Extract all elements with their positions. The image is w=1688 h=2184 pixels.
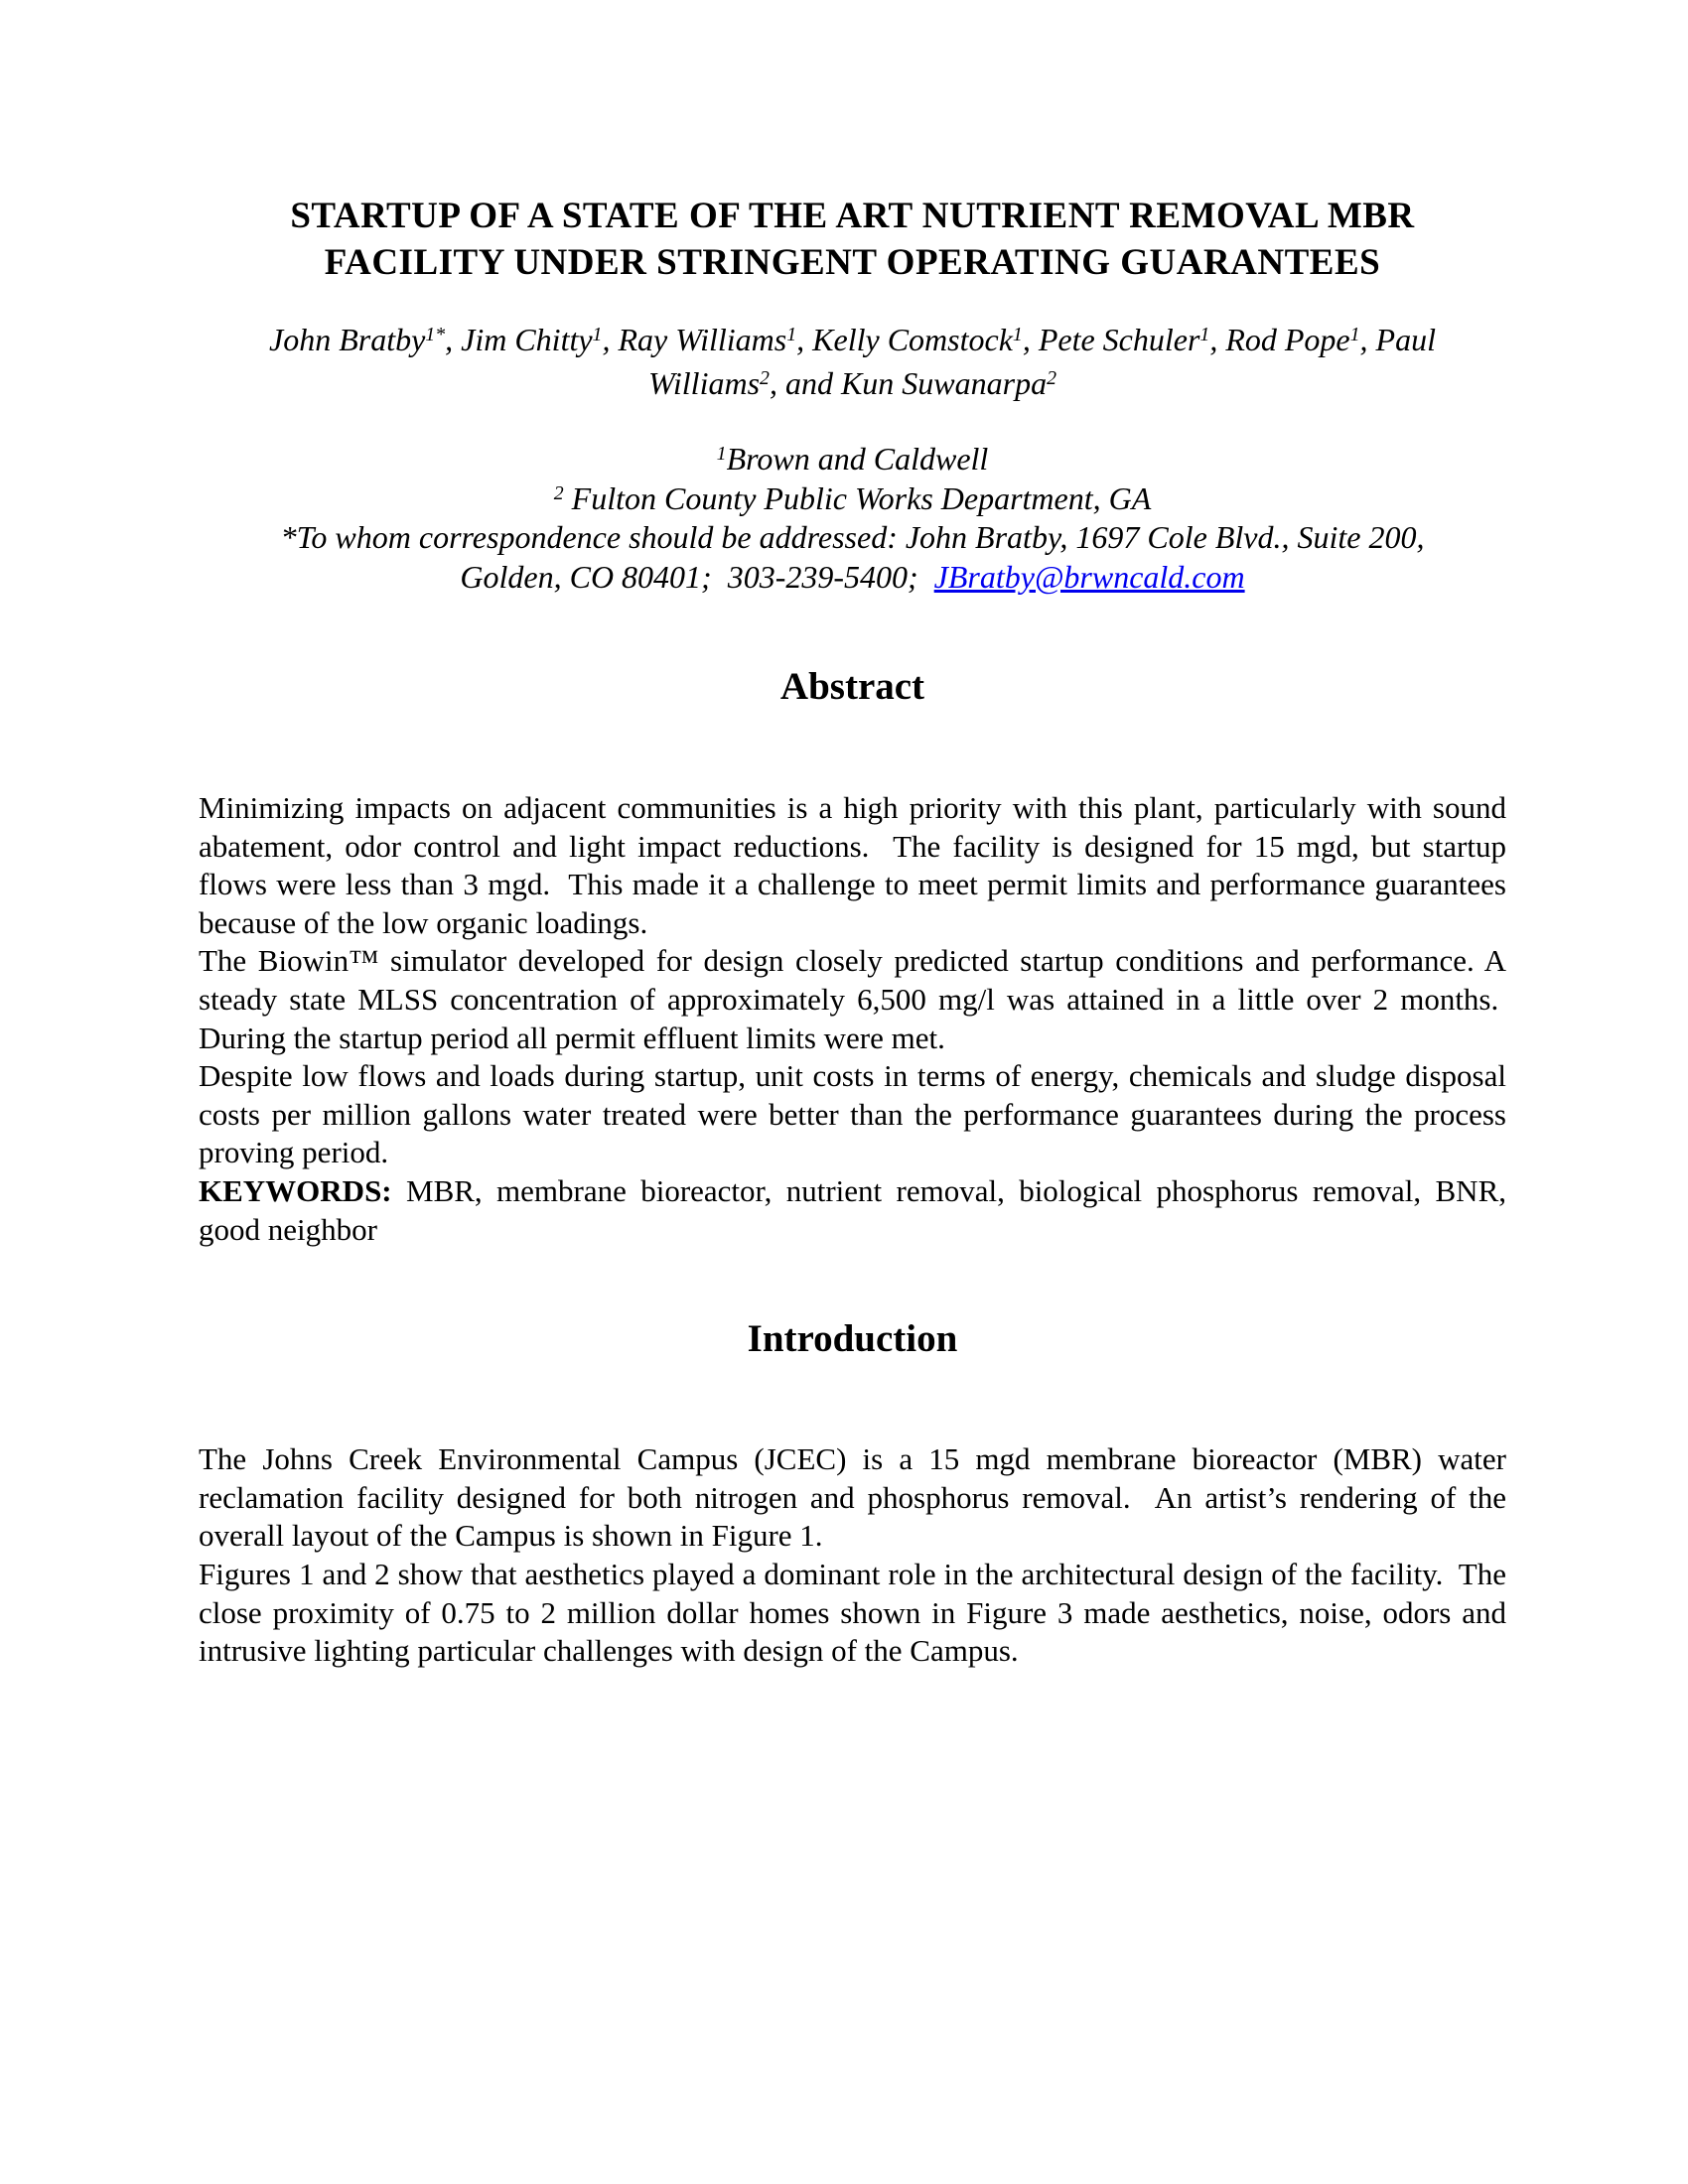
email-link[interactable]: JBratby@brwncald.com	[933, 558, 1245, 595]
affiliation-2: $^2$ Fulton County Public Works Department, GA	[553, 479, 1152, 516]
author-line-2: Williams$^2$, and Kun Suwanarpa$^2$	[648, 365, 1056, 401]
abstract-paragraph-1: Minimizing impacts on adjacent communities is a high priority with this plant, particularly with sound abatement, odor control and light impact reductions. The facility is designed for 15 mgd, but startup flows were less than 3 mgd. This made it a challenge to meet permit limits and performance guarantees because of the low organic loadings.	[199, 790, 1506, 940]
introduction-paragraph-2: Figures 1 and 2 show that aesthetics played a dominant role in the architectural design of the facility. The close proximity of 0.75 to 2 million dollar homes shown in Figure 3 made aesthetics, noise, odors and intrusive lighting particular challenges with design of the Campus.	[199, 1556, 1506, 1669]
author-line-1: John Bratby$^{1*}$, Jim Chitty$^1$, Ray Williams$^1$, Kelly Comstock$^1$, Pete Schuler$^1$, Rod Pope$^1$, Paul	[269, 322, 1436, 357]
correspondence-line-1: *To whom correspondence should be addressed: John Bratby, 1697 Cole Blvd., Suite 200,	[280, 519, 1425, 555]
affiliation-1: $^1$Brown and Caldwell	[716, 441, 989, 477]
abstract-paragraph-3: Despite low flows and loads during startup, unit costs in terms of energy, chemicals and sludge disposal costs per million gallons water treated were better than the performance guarantees during the process proving period.	[199, 1058, 1506, 1170]
abstract-paragraph-2: The Biowin™ simulator developed for design closely predicted startup conditions and performance. A steady state MLSS concentration of approximately 6,500 mg/l was attained in a little over 2 months. During the startup period all permit effluent limits were met.	[199, 943, 1506, 1055]
introduction-paragraph-1: The Johns Creek Environmental Campus (JCEC) is a 15 mgd membrane bioreactor (MBR) water reclamation facility designed for both nitrogen and phosphorus removal. An artist’s rendering of the overall layout of the Campus is shown in Figure 1.	[199, 1441, 1506, 1554]
introduction-heading: Introduction	[747, 1317, 958, 1361]
abstract-heading: Abstract	[779, 665, 925, 708]
keywords-paragraph: KEYWORDS: MBR, membrane bioreactor, nutrient removal, biological phosphorus removal, BNR, good neighbor	[199, 1172, 1506, 1247]
author-list	[199, 318, 1506, 405]
affiliations-block	[199, 440, 1506, 597]
paper-content	[0, 193, 1688, 1671]
correspondence-line-2: Golden, CO 80401; 303-239-5400; JBratby@brwncald.com	[460, 558, 1245, 595]
paper-title-line2: FACILITY UNDER STRINGENT OPERATING GUARANTEES	[324, 242, 1381, 283]
paper-title	[199, 193, 1506, 286]
paper-title-line1: STARTUP OF A STATE OF THE ART NUTRIENT REMOVAL MBR	[290, 196, 1415, 236]
